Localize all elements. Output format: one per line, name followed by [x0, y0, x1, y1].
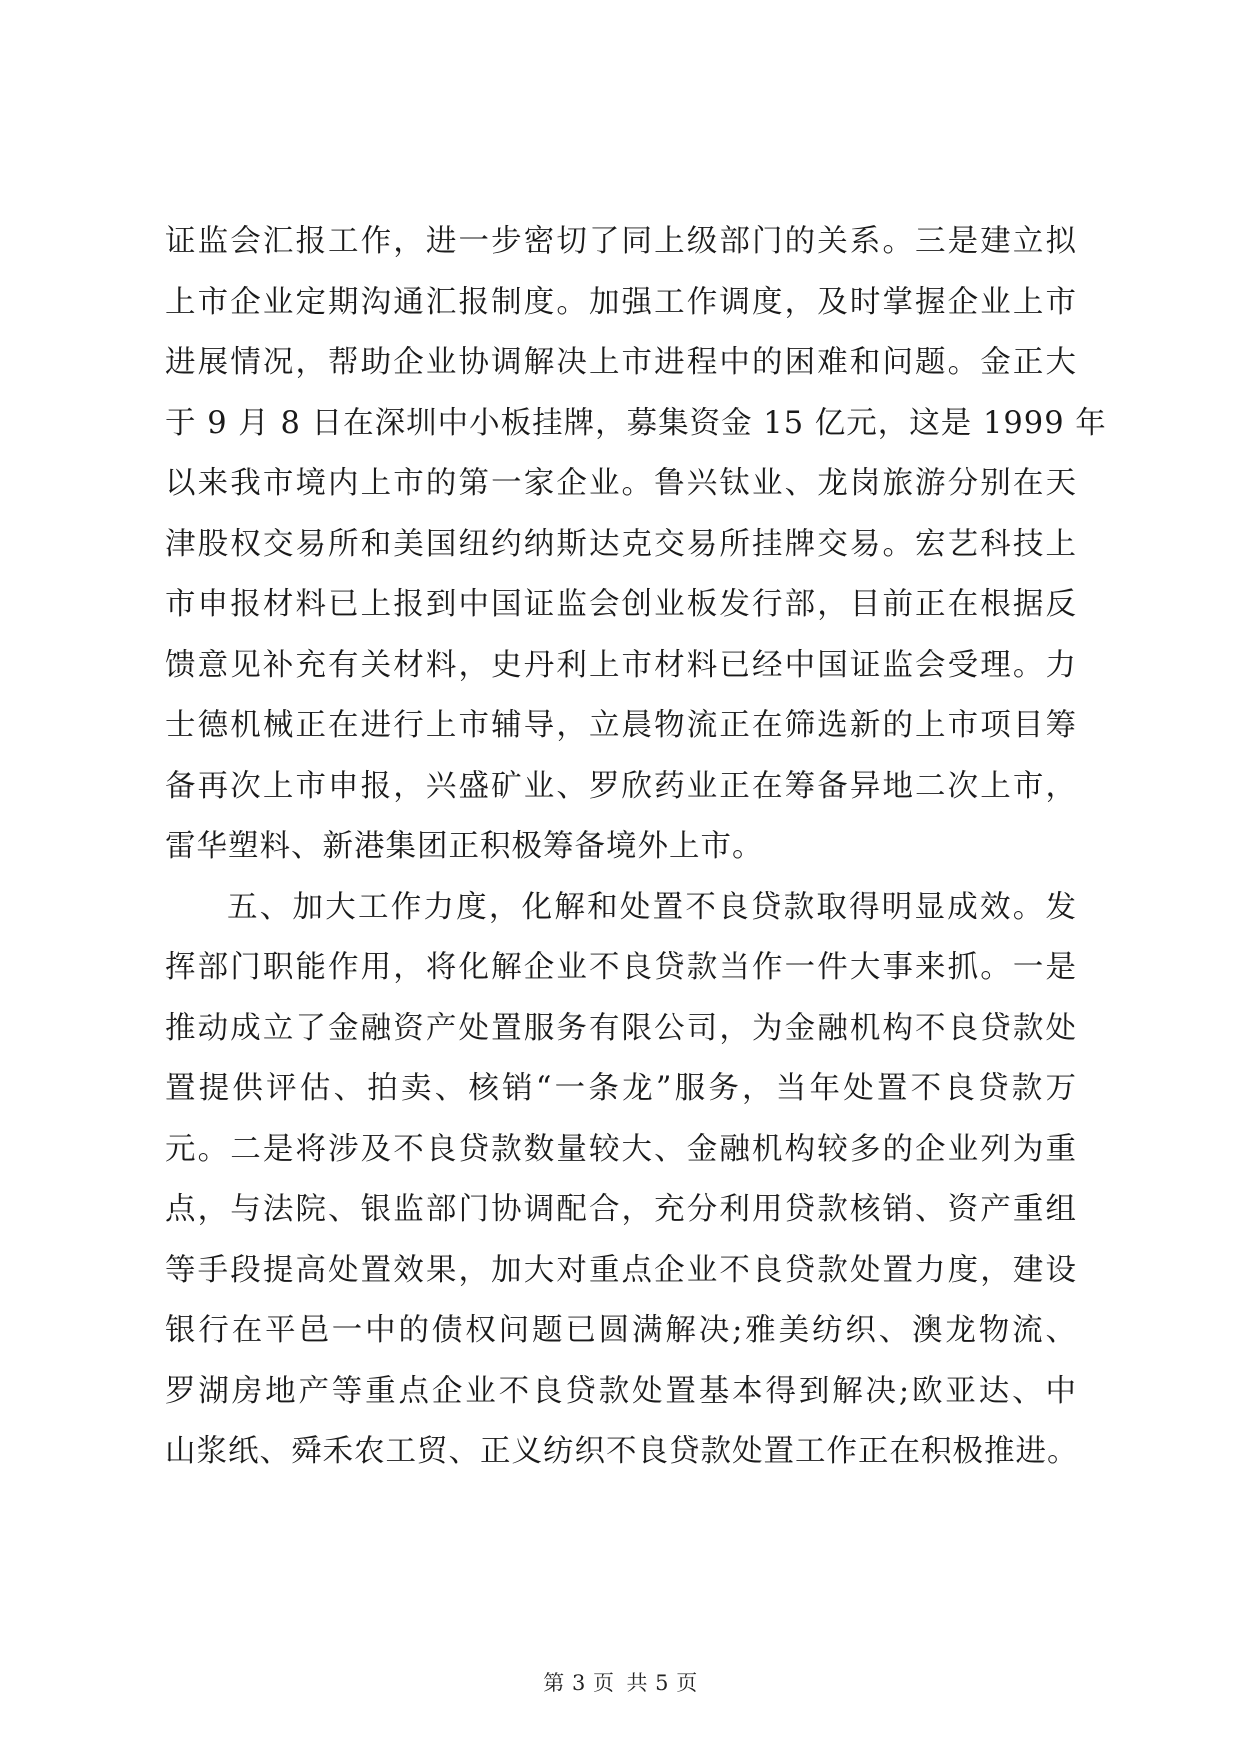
- text-line: 等手段提高处置效果，加大对重点企业不良贷款处置力度，建设: [165, 1252, 1077, 1288]
- text-line: 以来我市境内上市的第一家企业。鲁兴钛业、龙岗旅游分别在天: [165, 466, 1077, 501]
- text-line: 点，与法院、银监部门协调配合，充分利用贷款核销、资产重组: [165, 1192, 1077, 1227]
- page-footer: [0, 1667, 1241, 1697]
- text-line: 上市企业定期沟通汇报制度。加强工作调度，及时掌握企业上市: [165, 284, 1077, 320]
- text-line: 银行在平邑一中的债权问题已圆满解决;雅美纺织、澳龙物流、: [165, 1313, 1077, 1348]
- text-line: 置提供评估、拍卖、核销“一条龙”服务，当年处置不良贷款万: [165, 1071, 1077, 1106]
- text-line: 市申报材料已上报到中国证监会创业板发行部，目前正在根据反: [165, 587, 1077, 622]
- page-number-total: 共 5 页: [626, 1671, 698, 1695]
- text-line: 于 9 月 8 日在深圳中小板挂牌，募集资金 15 亿元，这是 1999 年: [165, 405, 1107, 441]
- page-number-current: 第 3 页: [543, 1671, 615, 1695]
- document-body: [165, 222, 1107, 1493]
- section-heading-line: 五、加大工作力度，化解和处置不良贷款取得明显成效。发: [227, 889, 1077, 925]
- text-line: 挥部门职能作用，将化解企业不良贷款当作一件大事来抓。一是: [165, 950, 1077, 985]
- text-line: 山浆纸、舜禾农工贸、正义纺织不良贷款处置工作正在积极推进。: [165, 1434, 1079, 1469]
- text-line: 备再次上市申报，兴盛矿业、罗欣药业正在筹备异地二次上市，: [165, 768, 1077, 804]
- text-line: 津股权交易所和美国纽约纳斯达克交易所挂牌交易。宏艺科技上: [165, 526, 1077, 562]
- text-line: 馈意见补充有关材料，史丹利上市材料已经中国证监会受理。力: [165, 647, 1077, 683]
- text-line: 元。二是将涉及不良贷款数量较大、金融机构较多的企业列为重: [165, 1131, 1077, 1167]
- text-line: 进展情况，帮助企业协调解决上市进程中的困难和问题。金正大: [165, 345, 1077, 380]
- text-line: 推动成立了金融资产处置服务有限公司，为金融机构不良贷款处: [165, 1010, 1077, 1046]
- text-line: 证监会汇报工作，进一步密切了同上级部门的关系。三是建立拟: [165, 224, 1077, 259]
- text-line: 士德机械正在进行上市辅导，立晨物流正在筛选新的上市项目筹: [165, 708, 1077, 743]
- text-line: 罗湖房地产等重点企业不良贷款处置基本得到解决;欧亚达、中: [165, 1373, 1077, 1409]
- paragraph-end-line: 雷华塑料、新港集团正积极筹备境外上市。: [165, 829, 764, 864]
